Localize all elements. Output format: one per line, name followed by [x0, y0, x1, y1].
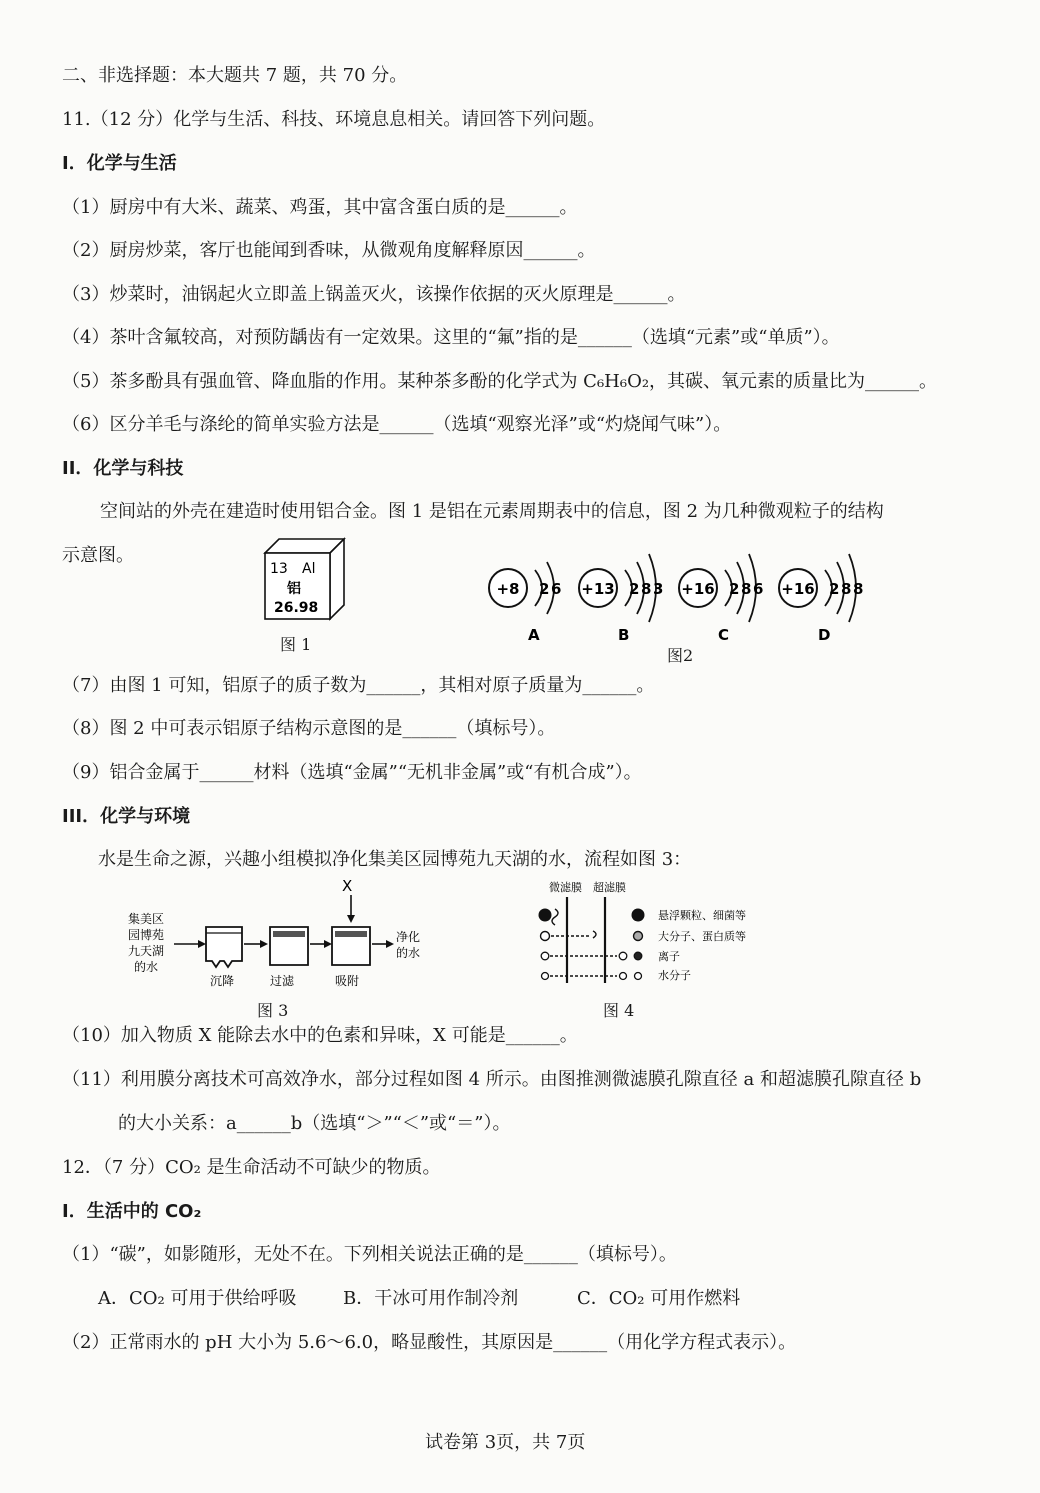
nucleus-charge: +16	[781, 580, 815, 598]
q11-item-1: （1）厨房中有大米、蔬菜、鸡蛋，其中富含蛋白质的是______。	[62, 197, 578, 218]
q11-item-8: （8）图 2 中可表示铝原子结构示意图的是______（填标号）。	[62, 718, 556, 739]
figure-3-purification-flow	[120, 875, 440, 995]
legend-ion: 离子	[658, 950, 680, 963]
x-label: X	[342, 877, 353, 895]
shell-electron-count: 8	[853, 580, 864, 598]
shell-electron-count: 8	[641, 580, 652, 598]
atom-D	[779, 554, 863, 644]
atom-A	[489, 562, 561, 644]
legend-water: 水分子	[658, 969, 691, 982]
atom-label: B	[618, 626, 630, 644]
figure-1-element-cell	[260, 535, 350, 621]
shell-electron-count: 8	[741, 580, 752, 598]
shell-electron-count: 6	[551, 580, 562, 598]
shell-electron-count: 3	[653, 580, 664, 598]
element-name: 铝	[287, 581, 301, 597]
q11-title: 11.（12 分）化学与生活、科技、环境息息相关。请回答下列问题。	[62, 109, 606, 130]
membrane-micro-label: 微滤膜	[549, 881, 582, 894]
q12-option-b: B．干冰可用作制冷剂	[343, 1288, 519, 1309]
q11-item-6: （6）区分羊毛与涤纶的简单实验方法是______（选填“观察光泽”或“灼烧闻气味”）。	[62, 414, 732, 435]
nucleus-charge: +8	[496, 580, 520, 598]
q11-item-9: （9）铝合金属于______材料（选填“金属”“无机非金属”或“有机合成”）。	[62, 762, 642, 783]
atom-label: A	[528, 626, 540, 644]
q11-part1-heading: I．化学与生活	[62, 153, 177, 174]
q11-item-7: （7）由图 1 可知，铝原子的质子数为______，其相对原子质量为______。	[62, 675, 655, 696]
source-line-1: 集美区	[128, 912, 165, 926]
shell-electron-count: 2	[539, 580, 550, 598]
q11-part2-intro-2: 示意图。	[62, 545, 134, 566]
q11-item-3: （3）炒菜时，油锅起火立即盖上锅盖灭火，该操作依据的灭火原理是______。	[62, 284, 686, 305]
output-line-1: 净化	[396, 930, 421, 944]
step-sedimentation: 沉降	[210, 974, 235, 988]
q12-part1-heading: I．生活中的 CO₂	[62, 1201, 202, 1222]
atom-C	[679, 554, 763, 644]
q11-item-11: （11）利用膜分离技术可高效净水，部分过程如图 4 所示。由图推测微滤膜孔隙直径 a 和超滤膜孔隙直径 b	[62, 1069, 922, 1090]
legend-suspended: 悬浮颗粒、细菌等	[658, 909, 746, 922]
shell-electron-count: 2	[629, 580, 640, 598]
legend-macromolecule: 大分子、蛋白质等	[658, 930, 746, 943]
source-line-3: 九天湖	[128, 944, 165, 958]
page-footer: 试卷第 3页，共 7页	[425, 1432, 586, 1453]
q11-part3-heading: III．化学与环境	[62, 806, 191, 827]
step-adsorption: 吸附	[335, 974, 360, 988]
q12-option-a: A．CO₂ 可用于供给呼吸	[98, 1288, 297, 1309]
figure-4-caption: 图 4	[603, 1001, 635, 1020]
nucleus-charge: +16	[681, 580, 715, 598]
q12-item-2: （2）正常雨水的 pH 大小为 5.6～6.0，略显酸性，其原因是______（用化学方程式表示）。	[62, 1332, 797, 1353]
atom-B	[579, 554, 663, 644]
source-line-4: 的水	[134, 960, 159, 974]
q11-item-4: （4）茶叶含氟较高，对预防龋齿有一定效果。这里的“氟”指的是______（选填“元素”或“单质”）。	[62, 327, 840, 348]
element-symbol: Al	[302, 561, 316, 577]
q11-part3-intro: 水是生命之源，兴趣小组模拟净化集美区园博苑九天湖的水，流程如图 3：	[98, 849, 692, 870]
q12-item-1: （1）“碳”，如影随形，无处不在。下列相关说法正确的是______（填标号）。	[62, 1244, 677, 1265]
figure-1-caption: 图 1	[280, 635, 312, 654]
q12-option-c: C．CO₂ 可用作燃料	[577, 1288, 741, 1309]
atom-label: D	[818, 626, 831, 644]
q11-part2-heading: II．化学与科技	[62, 458, 184, 479]
shell-electron-count: 8	[841, 580, 852, 598]
element-mass: 26.98	[274, 600, 319, 616]
figure-3-caption: 图 3	[257, 1001, 289, 1020]
section-title: 二、非选择题：本大题共 7 题，共 70 分。	[62, 65, 408, 86]
q11-item-10: （10）加入物质 X 能除去水中的色素和异味，X 可能是______。	[62, 1025, 578, 1046]
output-line-2: 的水	[396, 946, 421, 960]
shell-electron-count: 6	[753, 580, 764, 598]
shell-electron-count: 2	[729, 580, 740, 598]
figure-4-membrane-separation	[535, 875, 775, 990]
step-filtration: 过滤	[270, 974, 295, 988]
nucleus-charge: +13	[581, 580, 615, 598]
q12-title: 12．（7 分）CO₂ 是生命活动不可缺少的物质。	[62, 1157, 441, 1178]
atom-label: C	[718, 626, 730, 644]
figure-2-atom-diagrams	[480, 530, 880, 660]
source-line-2: 园博苑	[128, 928, 165, 942]
q11-item-2: （2）厨房炒菜，客厅也能闻到香味，从微观角度解释原因______。	[62, 240, 596, 261]
figure-2-caption: 图2	[667, 646, 694, 665]
q11-item-5: （5）茶多酚具有强血管、降血脂的作用。某种茶多酚的化学式为 C₆H₆O₂，其碳、氧元素的质量比为______。	[62, 371, 938, 392]
q11-item-11-cont: 的大小关系：a______b（选填“＞”“＜”或“＝”）。	[118, 1113, 511, 1134]
membrane-ultra-label: 超滤膜	[593, 881, 626, 894]
q11-part2-intro-1: 空间站的外壳在建造时使用铝合金。图 1 是铝在元素周期表中的信息，图 2 为几种微观粒子的结构	[100, 501, 884, 522]
shell-electron-count: 2	[829, 580, 840, 598]
element-number: 13	[270, 561, 288, 577]
